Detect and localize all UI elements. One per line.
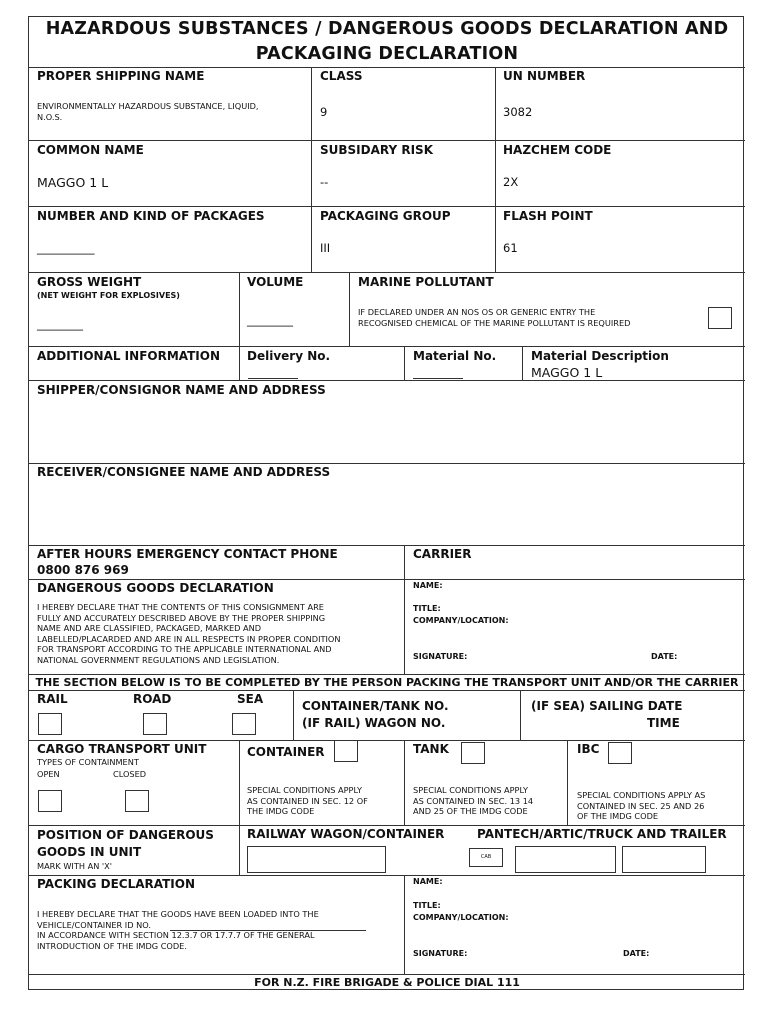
material-description-value[interactable]: MAGGO 1 L (531, 365, 603, 380)
road-checkbox[interactable] (143, 713, 167, 735)
packing-company-label[interactable]: COMPANY/LOCATION: (413, 913, 509, 922)
sea-checkbox[interactable] (232, 713, 256, 735)
material-no-label: Material No. (413, 349, 497, 363)
flash-point-label: FLASH POINT (503, 209, 593, 223)
tank-text-line: AS CONTAINED IN SEC. 13 14 (413, 795, 534, 806)
volume-value[interactable]: ________ (247, 313, 293, 327)
dg-date-label[interactable]: DATE: (651, 652, 678, 661)
common-name-value[interactable]: MAGGO 1 L (37, 175, 109, 190)
divider (29, 206, 745, 207)
packing-name-label[interactable]: NAME: (413, 877, 443, 886)
carrier-label: CARRIER (413, 547, 472, 561)
sailing-date-label: (IF SEA) SAILING DATE (531, 699, 683, 713)
packing-title-label[interactable]: TITLE: (413, 901, 441, 910)
divider (29, 272, 745, 273)
gross-weight-value[interactable]: ________ (37, 317, 83, 331)
divider (29, 974, 745, 975)
divider (29, 463, 745, 464)
divider (404, 346, 405, 380)
divider (404, 875, 405, 974)
trailer-position-box[interactable] (622, 846, 706, 873)
cargo-transport-unit-label: CARGO TRANSPORT UNIT (37, 742, 207, 756)
psn-line: N.O.S. (37, 111, 63, 122)
packing-text-line: I HEREBY DECLARE THAT THE GOODS HAVE BEEN LOADED INTO THE (37, 909, 319, 919)
tank-conditions (413, 785, 565, 817)
emergency-phone: 0800 876 969 (37, 563, 129, 577)
divider (29, 346, 745, 347)
closed-checkbox[interactable] (125, 790, 149, 812)
dg-declaration-text (37, 602, 402, 665)
hazchem-code-label: HAZCHEM CODE (503, 143, 612, 157)
types-of-containment-label: TYPES OF CONTAINMENT (37, 757, 139, 767)
delivery-no-label: Delivery No. (247, 349, 331, 363)
dg-declaration-label: DANGEROUS GOODS DECLARATION (37, 581, 274, 595)
packaging-group-label: PACKAGING GROUP (320, 209, 451, 223)
packing-signature-label[interactable]: SIGNATURE: (413, 949, 468, 958)
dg-text-line: NAME AND ARE CLASSIFIED, PACKAGED, MARKED AND (37, 623, 262, 633)
divider (29, 674, 745, 675)
form-title-line-1: HAZARDOUS SUBSTANCES / DANGEROUS GOODS DECLARATION AND (45, 19, 729, 39)
divider (29, 740, 745, 741)
railway-wagon-container-label: RAILWAY WAGON/CONTAINER (247, 827, 445, 841)
material-no-field[interactable] (413, 378, 463, 379)
emergency-contact-label: AFTER HOURS EMERGENCY CONTACT PHONE (37, 547, 338, 561)
container-text-line: AS CONTAINED IN SEC. 12 OF (247, 795, 368, 806)
open-label: OPEN (37, 769, 60, 779)
packages-value[interactable]: __________ (37, 241, 95, 255)
tank-text-line: AND 25 OF THE IMDG CODE (413, 806, 528, 816)
receiver-label: RECEIVER/CONSIGNEE NAME AND ADDRESS (37, 465, 331, 479)
proper-shipping-name-value[interactable] (37, 101, 307, 122)
class-value[interactable]: 9 (320, 105, 328, 119)
divider (29, 545, 745, 546)
form-title-line-2: PACKAGING DECLARATION (255, 44, 519, 64)
container-text-line: THE IMDG CODE (247, 806, 315, 816)
dg-text-line: LABELLED/PLACARDED AND ARE IN ALL RESPECTS IN PROPER CONDITION (37, 633, 341, 644)
divider (293, 690, 294, 740)
subsidiary-risk-value[interactable]: -- (320, 175, 329, 189)
dg-company-label[interactable]: COMPANY/LOCATION: (413, 616, 509, 625)
container-label: CONTAINER (247, 745, 325, 759)
material-description-label: Material Description (531, 349, 669, 363)
ibc-checkbox[interactable] (608, 742, 632, 764)
additional-information-label: ADDITIONAL INFORMATION (37, 349, 221, 363)
declaration-form (28, 16, 744, 990)
wagon-no-label: (IF RAIL) WAGON NO. (302, 716, 446, 730)
section-note: THE SECTION BELOW IS TO BE COMPLETED BY THE PERSON PACKING THE TRANSPORT UNIT AND/OR THE CARRIER (35, 676, 739, 689)
divider (522, 346, 523, 380)
divider (29, 67, 745, 68)
dg-text-line: FOR TRANSPORT ACCORDING TO THE APPLICABLE INTERNATIONAL AND (37, 644, 332, 654)
marine-pollutant-text (358, 307, 698, 328)
pantech-truck-trailer-label: PANTECH/ARTIC/TRUCK AND TRAILER (477, 827, 727, 841)
marine-pollutant-checkbox[interactable] (708, 307, 732, 329)
packing-date-label[interactable]: DATE: (623, 949, 650, 958)
divider (29, 825, 745, 826)
marine-pollutant-label: MARINE POLLUTANT (358, 275, 494, 289)
packing-text-line: INTRODUCTION OF THE IMDG CODE. (37, 940, 187, 951)
tank-checkbox[interactable] (461, 742, 485, 764)
dg-title-label[interactable]: TITLE: (413, 604, 441, 613)
class-label: CLASS (320, 69, 363, 83)
divider (239, 740, 240, 875)
container-conditions (247, 785, 399, 817)
dg-text-line: I HEREBY DECLARE THAT THE CONTENTS OF THIS CONSIGNMENT ARE (37, 602, 324, 612)
divider (29, 380, 745, 381)
subsidiary-risk-label: SUBSIDARY RISK (320, 143, 433, 157)
flash-point-value[interactable]: 61 (503, 241, 518, 255)
ibc-conditions (577, 790, 742, 822)
divider (239, 346, 240, 380)
sailing-time-label: TIME (647, 716, 680, 730)
dg-text-line: NATIONAL GOVERNMENT REGULATIONS AND LEGISLATION. (37, 654, 280, 665)
common-name-label: COMMON NAME (37, 143, 144, 157)
dg-signature-label[interactable]: SIGNATURE: (413, 652, 468, 661)
position-label-line-2: GOODS IN UNIT (37, 845, 142, 859)
container-text-line: SPECIAL CONDITIONS APPLY (247, 785, 362, 795)
divider (567, 740, 568, 825)
mark-with-x-label: MARK WITH AN 'X' (37, 861, 113, 871)
dg-name-label[interactable]: NAME: (413, 581, 443, 590)
divider (349, 272, 350, 346)
vehicle-container-id-field[interactable] (170, 930, 366, 931)
rail-checkbox[interactable] (38, 713, 62, 735)
railway-position-box[interactable] (247, 846, 386, 873)
shipper-address-field[interactable] (29, 397, 745, 461)
psn-line: ENVIRONMENTALLY HAZARDOUS SUBSTANCE, LIQUID, (37, 101, 259, 111)
divider (29, 690, 745, 691)
road-label: ROAD (133, 692, 172, 706)
emergency-footer: FOR N.Z. FIRE BRIGADE & POLICE DIAL 111 (254, 976, 520, 989)
divider (404, 740, 405, 825)
divider (239, 272, 240, 346)
tank-text-line: SPECIAL CONDITIONS APPLY (413, 785, 528, 795)
marine-text-line: RECOGNISED CHEMICAL OF THE MARINE POLLUTANT IS REQUIRED (358, 317, 631, 328)
sea-label: SEA (237, 692, 264, 706)
gross-weight-label: GROSS WEIGHT (37, 275, 142, 289)
rail-label: RAIL (37, 692, 68, 706)
divider (520, 690, 521, 740)
packaging-group-value[interactable]: III (320, 241, 331, 255)
hazchem-code-value[interactable]: 2X (503, 175, 519, 189)
cab-box[interactable]: CAB (469, 848, 503, 867)
marine-text-line: IF DECLARED UNDER AN NOS OS OR GENERIC ENTRY THE (358, 307, 596, 317)
container-no-label: CONTAINER/TANK NO. (302, 699, 449, 713)
divider (311, 67, 312, 272)
receiver-address-field[interactable] (29, 479, 745, 543)
divider (29, 875, 745, 876)
ibc-label: IBC (577, 742, 600, 756)
tank-label: TANK (413, 742, 449, 756)
ibc-text-line: SPECIAL CONDITIONS APPLY AS (577, 790, 706, 800)
proper-shipping-name-label: PROPER SHIPPING NAME (37, 69, 205, 83)
gross-weight-sub-label: (NET WEIGHT FOR EXPLOSIVES) (37, 291, 180, 300)
un-number-value[interactable]: 3082 (503, 105, 533, 119)
shipper-label: SHIPPER/CONSIGNOR NAME AND ADDRESS (37, 383, 326, 397)
packages-label: NUMBER AND KIND OF PACKAGES (37, 209, 265, 223)
dg-text-line: FULLY AND ACCURATELY DESCRIBED ABOVE BY THE PROPER SHIPPING (37, 612, 326, 623)
divider (495, 67, 496, 272)
volume-label: VOLUME (247, 275, 304, 289)
packing-declaration-label: PACKING DECLARATION (37, 877, 196, 891)
packing-text-line: VEHICLE/CONTAINER ID NO. (37, 919, 151, 930)
divider (404, 545, 405, 674)
divider (29, 579, 745, 580)
truck-position-box[interactable] (515, 846, 616, 873)
divider (29, 140, 745, 141)
un-number-label: UN NUMBER (503, 69, 586, 83)
delivery-no-field[interactable] (248, 378, 298, 379)
closed-label: CLOSED (113, 769, 147, 779)
open-checkbox[interactable] (38, 790, 62, 812)
container-checkbox[interactable] (334, 740, 358, 762)
packing-text-line: IN ACCORDANCE WITH SECTION 12.3.7 OR 17.7.7 OF THE GENERAL (37, 930, 315, 940)
ibc-text-line: OF THE IMDG CODE (577, 811, 659, 821)
ibc-text-line: CONTAINED IN SEC. 25 AND 26 (577, 800, 705, 811)
position-label-line-1: POSITION OF DANGEROUS (37, 828, 214, 842)
